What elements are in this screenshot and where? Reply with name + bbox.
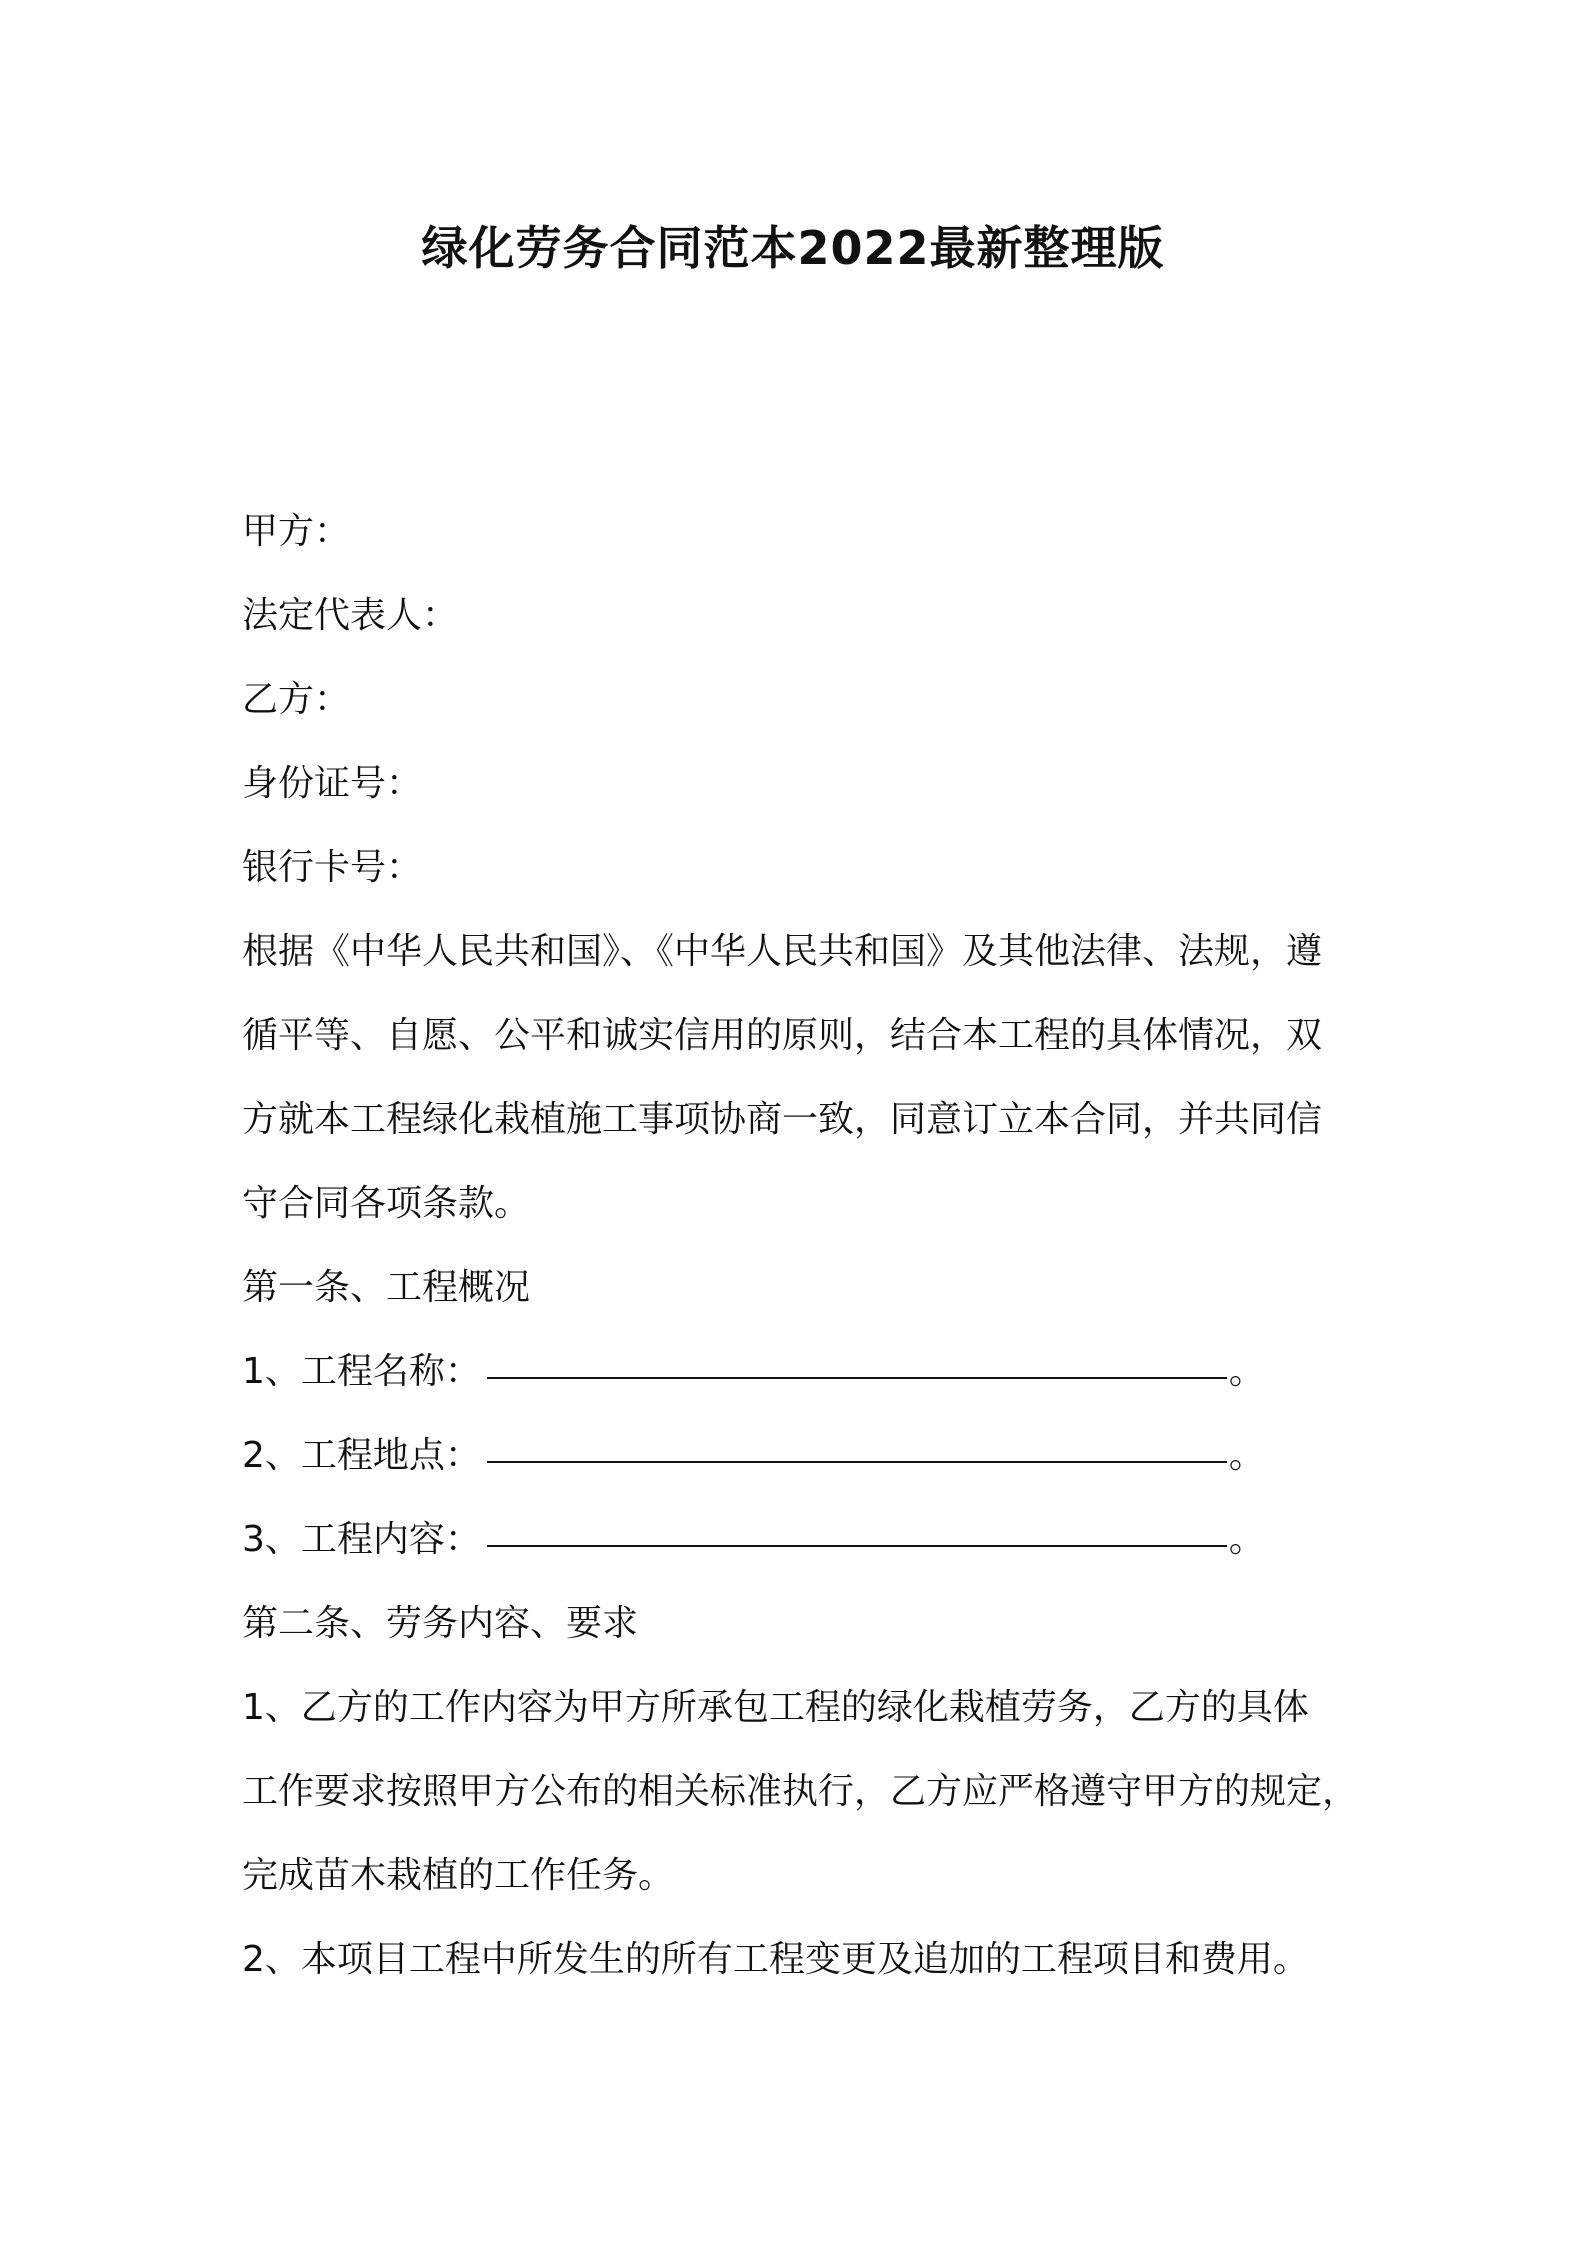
project-name-blank <box>487 1375 1227 1379</box>
preamble-line: 循平等、自愿、公平和诚实信用的原则，结合本工程的具体情况，双 <box>242 1015 1323 1056</box>
document-body <box>242 490 1362 2002</box>
legal-representative-field: 法定代表人： <box>242 595 459 636</box>
article-2-paragraph-1-line: 完成苗木栽植的工作任务。 <box>242 1855 675 1896</box>
preamble-line: 方就本工程绿化栽植施工事项协商一致，同意订立本合同，并共同信 <box>242 1099 1323 1140</box>
project-content-row <box>242 1498 1362 1582</box>
party-a-field: 甲方： <box>242 511 351 552</box>
party-b-field: 乙方： <box>242 679 351 720</box>
project-location-label: 2、工程地点： <box>242 1435 481 1476</box>
article-2-heading: 第二条、劳务内容、要求 <box>242 1603 639 1644</box>
project-location-row <box>242 1414 1362 1498</box>
project-content-blank <box>487 1543 1227 1547</box>
preamble-line: 根据《中华人民共和国》、《中华人民共和国》及其他法律、法规，遵 <box>242 931 1323 972</box>
document-title: 绿化劳务合同范本2022最新整理版 <box>421 221 1165 275</box>
preamble-line: 守合同各项条款。 <box>242 1183 531 1224</box>
project-location-blank <box>487 1459 1227 1463</box>
article-1-heading: 第一条、工程概况 <box>242 1267 531 1308</box>
bank-card-field: 银行卡号： <box>242 847 423 888</box>
project-name-row <box>242 1330 1362 1414</box>
project-name-label: 1、工程名称： <box>242 1351 481 1392</box>
project-content-suffix: 。 <box>1228 1519 1265 1560</box>
article-2-paragraph-2: 2、本项目工程中所发生的所有工程变更及追加的工程项目和费用。 <box>242 1939 1309 1980</box>
article-2-paragraph-1-line: 1、乙方的工作内容为甲方所承包工程的绿化栽植劳务，乙方的具体 <box>242 1687 1309 1728</box>
id-number-field: 身份证号： <box>242 763 423 804</box>
article-2-paragraph-1-line: 工作要求按照甲方公布的相关标准执行，乙方应严格遵守甲方的规定， <box>242 1771 1359 1812</box>
project-content-label: 3、工程内容： <box>242 1519 481 1560</box>
project-name-suffix: 。 <box>1228 1351 1265 1392</box>
project-location-suffix: 。 <box>1228 1435 1265 1476</box>
